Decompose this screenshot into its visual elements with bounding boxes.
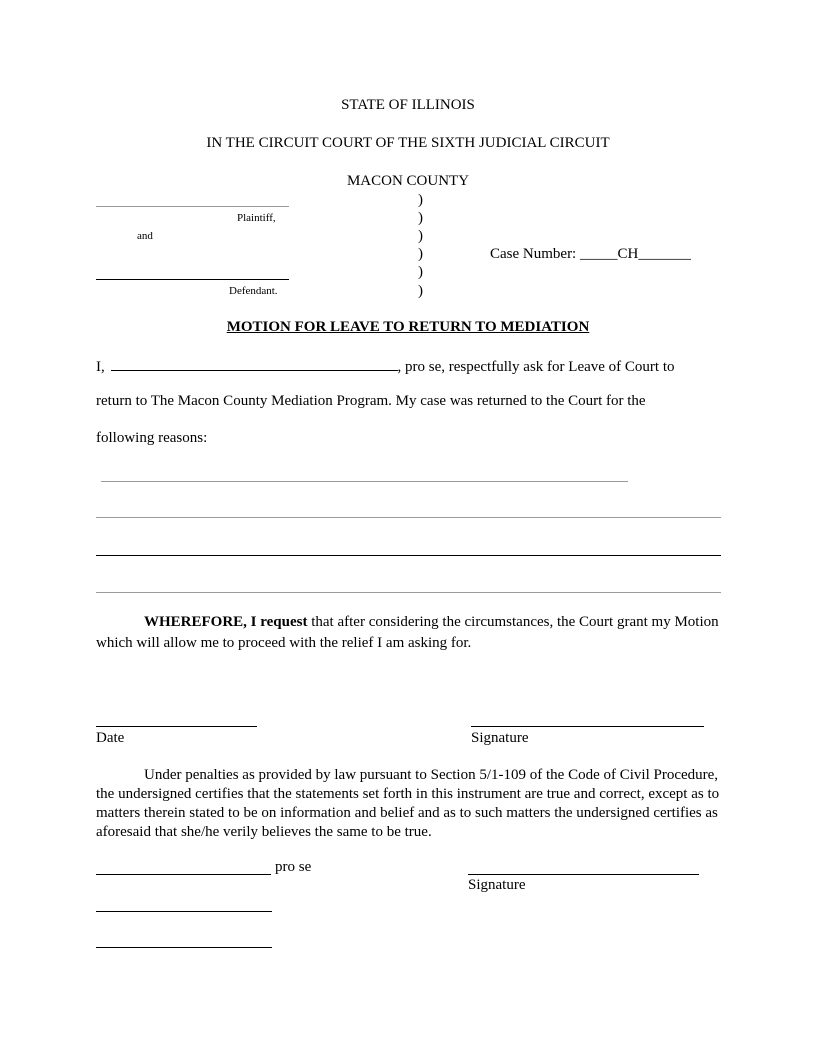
certification-paragraph xyxy=(96,766,726,842)
and-label: and xyxy=(137,230,153,242)
body-prefix: I, xyxy=(96,359,105,375)
address-line[interactable] xyxy=(96,911,272,912)
caption-paren: ) xyxy=(418,228,423,244)
court-heading: IN THE CIRCUIT COURT OF THE SIXTH JUDICIAL CIRCUIT xyxy=(206,135,610,151)
caption-paren: ) xyxy=(418,210,423,226)
date-line[interactable] xyxy=(96,726,257,727)
wherefore-text: that after considering the circumstances, the Court grant my Motion which will allow me to proceed with the relief I am asking for. xyxy=(96,614,719,651)
reason-line[interactable] xyxy=(96,517,721,518)
footer-signature-label: Signature xyxy=(468,877,526,893)
body-line-1-suffix: , pro se, respectfully ask for Leave of Court to xyxy=(397,359,675,375)
plaintiff-label: Plaintiff, xyxy=(237,212,276,224)
body-line-1 xyxy=(96,356,675,376)
pro-se-name-line[interactable] xyxy=(96,874,271,875)
county-heading: MACON COUNTY xyxy=(346,173,470,189)
caption-paren: ) xyxy=(418,192,423,208)
certification-text: Under penalties as provided by law pursuant to Section 5/1-109 of the Code of Civil Procedure, the undersigned certifies that the statements set forth in this instrument are true and correct, except as to matters therein stated to be on information and belief and as to such matters the undersigned certifies as aforesaid that she/he verily believes the same to be true. xyxy=(96,767,720,840)
name-blank[interactable] xyxy=(111,356,398,371)
phone-line[interactable] xyxy=(96,947,272,948)
body-line-3: following reasons: xyxy=(96,430,208,446)
plaintiff-name-line[interactable] xyxy=(96,206,289,207)
wherefore-paragraph xyxy=(96,612,722,654)
reason-line[interactable] xyxy=(96,592,721,593)
defendant-label: Defendant. xyxy=(229,285,278,297)
motion-title xyxy=(0,319,816,336)
defendant-name-line[interactable] xyxy=(96,279,289,280)
pro-se-label: pro se xyxy=(275,859,312,875)
caption-paren: ) xyxy=(418,264,423,280)
signature-label: Signature xyxy=(471,730,529,746)
motion-title-text: MOTION FOR LEAVE TO RETURN TO MEDIATION xyxy=(226,319,590,335)
date-label: Date xyxy=(96,730,125,746)
reason-line[interactable] xyxy=(101,481,628,482)
state-heading: STATE OF ILLINOIS xyxy=(341,97,475,113)
wherefore-bold: WHEREFORE, I request xyxy=(144,614,308,630)
footer-signature-line[interactable] xyxy=(468,874,699,875)
case-number-field[interactable]: Case Number: _____CH_______ xyxy=(490,246,691,262)
caption-paren: ) xyxy=(418,283,423,299)
reason-line[interactable] xyxy=(96,555,721,556)
signature-line[interactable] xyxy=(471,726,704,727)
caption-paren: ) xyxy=(418,246,423,262)
body-line-2: return to The Macon County Mediation Program. My case was returned to the Court for the xyxy=(96,393,646,409)
